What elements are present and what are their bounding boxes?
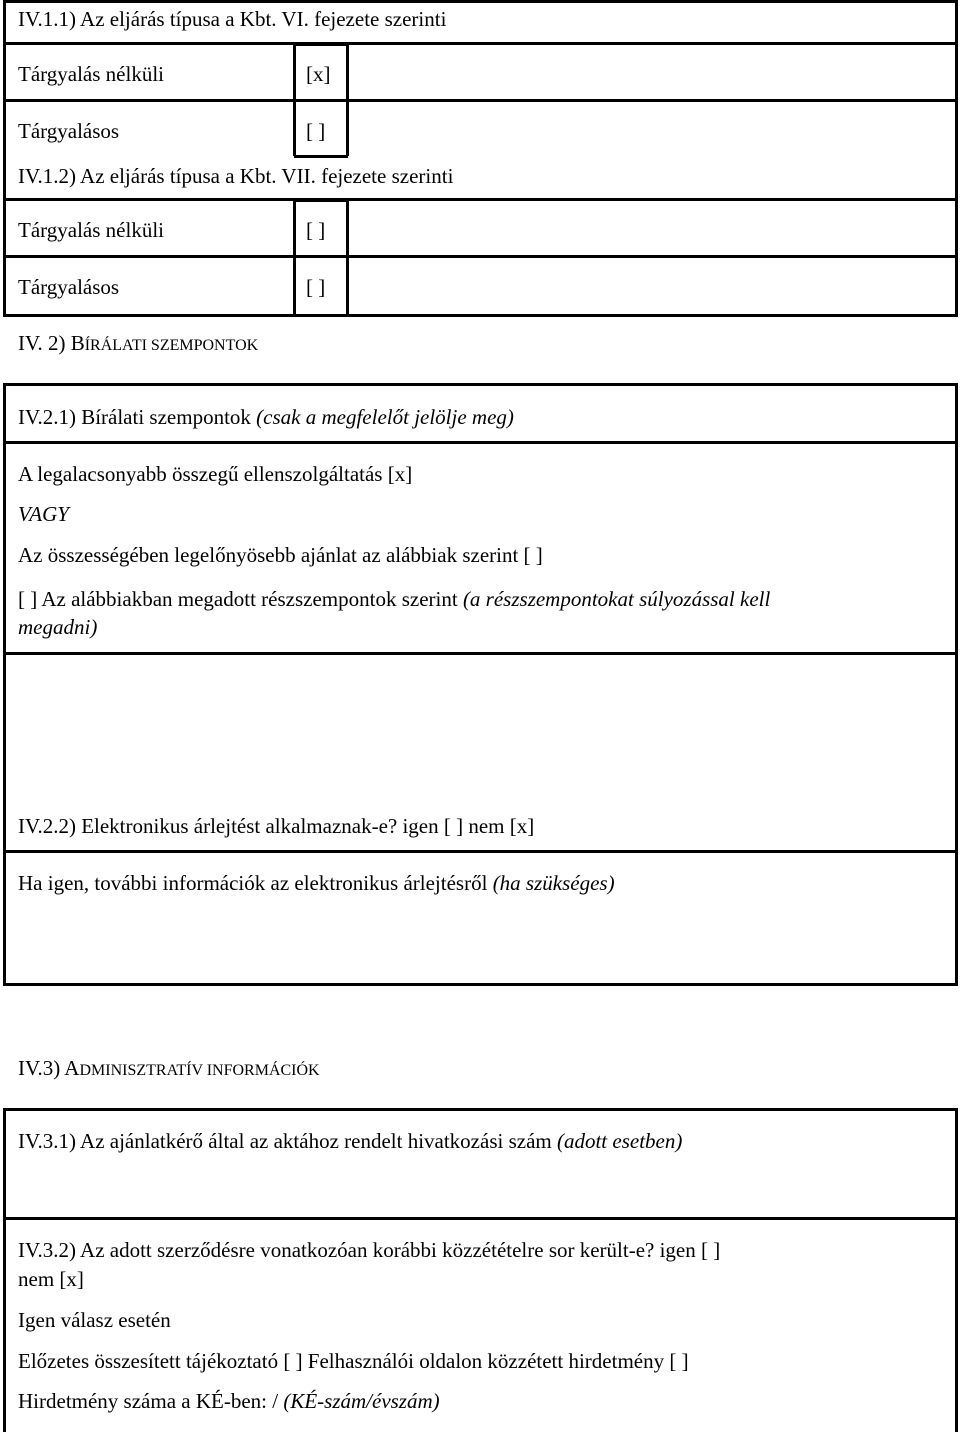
- table-border-left: [3, 0, 6, 317]
- row-divider: [3, 99, 958, 102]
- section-iv-2-prefix: IV. 2) B: [18, 331, 85, 355]
- electronic-auction-info-text: Ha igen, további információk az elektronikus árlejtésről: [18, 871, 493, 895]
- section-iv-2-1-heading-note: (csak a megfelelőt jelölje meg): [256, 405, 514, 429]
- box-border-bottom: [3, 983, 958, 986]
- section-iv-3-prefix: IV.3) A: [18, 1056, 80, 1080]
- subcriteria-option: [18, 586, 770, 612]
- table-border-bottom: [3, 314, 958, 317]
- box-border-left: [3, 383, 6, 986]
- procedure-vii-with-negotiation-mark: [ ]: [306, 275, 326, 299]
- subcriteria-option-note: (a részszempontokat súlyozással kell: [462, 587, 771, 611]
- section-iv-2-2-heading: IV.2.2) Elektronikus árlejtést alkalmaznak-e? igen [ ] nem [x]: [18, 814, 535, 838]
- row-cell-separator: [293, 99, 296, 156]
- prior-notice-types: Előzetes összesített tájékoztató [ ] Felhasználói oldalon közzétett hirdetmény [ ]: [18, 1349, 689, 1373]
- best-value-option: Az összességében legelőnyösebb ajánlat az alábbiak szerint [ ]: [18, 543, 543, 567]
- box-border-right: [955, 1108, 958, 1432]
- section-iv-3-1-heading-note: (adott esetben): [556, 1129, 683, 1153]
- row-divider: [3, 850, 958, 853]
- checkbox-cell-top: [294, 198, 348, 202]
- if-yes-label: Igen válasz esetén: [18, 1308, 171, 1332]
- section-iv-2-1-heading-text: IV.2.1) Bírálati szempontok: [18, 405, 257, 429]
- row-cell-separator: [346, 255, 349, 317]
- procedure-without-negotiation-label: Tárgyalás nélküli: [18, 62, 164, 86]
- row-cell-separator: [346, 42, 349, 99]
- checkbox-cell-top: [294, 42, 348, 46]
- lowest-price-option: A legalacsonyabb összegű ellenszolgáltatás [x]: [18, 462, 413, 486]
- row-cell-separator: [346, 99, 349, 156]
- row-divider: [3, 255, 958, 258]
- section-iv-1-1-heading: IV.1.1) Az eljárás típusa a Kbt. VI. fejezete szerinti: [18, 7, 447, 31]
- section-iv-3-heading: [18, 1055, 320, 1084]
- procedure-without-negotiation-mark: [x]: [306, 62, 331, 86]
- subcriteria-option-text: [ ] Az alábbiakban megadott részszempontok szerint: [18, 587, 463, 611]
- section-iv-3-2-heading-cont: nem [x]: [18, 1267, 84, 1291]
- section-iv-2-heading: [18, 330, 258, 359]
- section-iv-1-2-heading: IV.1.2) Az eljárás típusa a Kbt. VII. fejezete szerinti: [18, 164, 454, 188]
- notice-number-text: Hirdetmény száma a KÉ-ben: /: [18, 1389, 284, 1413]
- procedure-with-negotiation-label: Tárgyalásos: [18, 119, 120, 143]
- procedure-with-negotiation-mark: [ ]: [306, 119, 326, 143]
- section-iv-3-2-heading: IV.3.2) Az adott szerződésre vonatkozóan korábbi közzétételre sor került-e? igen [ ]: [18, 1238, 721, 1262]
- row-divider: [3, 652, 958, 655]
- section-iv-3-smallcaps: DMINISZTRATÍV INFORMÁCIÓK: [79, 1062, 320, 1079]
- box-border-right: [955, 383, 958, 986]
- box-border-left: [3, 1108, 6, 1432]
- notice-number: [18, 1388, 440, 1414]
- electronic-auction-info: [18, 870, 615, 896]
- row-divider: [3, 42, 958, 45]
- subcriteria-option-note-cont: megadni): [18, 615, 98, 639]
- section-iv-3-1-heading: [18, 1128, 682, 1154]
- row-divider: [3, 1217, 958, 1220]
- procedure-vii-without-negotiation-mark: [ ]: [306, 218, 326, 242]
- row-cell-separator: [293, 255, 296, 317]
- row-cell-separator: [293, 42, 296, 99]
- electronic-auction-info-note: (ha szükséges): [492, 871, 615, 895]
- row-divider: [3, 441, 958, 444]
- box-border-top: [3, 1108, 958, 1111]
- procedure-vii-with-negotiation-label: Tárgyalásos: [18, 275, 120, 299]
- box-border-top: [3, 383, 958, 386]
- table-border-right: [955, 0, 958, 317]
- or-separator: VAGY: [18, 502, 69, 526]
- table-border-top: [3, 0, 958, 3]
- procedure-vii-without-negotiation-label: Tárgyalás nélküli: [18, 218, 164, 242]
- row-cell-separator: [346, 198, 349, 255]
- row-divider: [3, 198, 958, 201]
- section-iv-2-smallcaps: ÍRÁLATI SZEMPONTOK: [84, 337, 259, 354]
- checkbox-cell-bottom: [294, 155, 348, 158]
- section-iv-2-1-heading: [18, 404, 514, 430]
- section-iv-3-1-heading-text: IV.3.1) Az ajánlatkérő által az aktához rendelt hivatkozási szám: [18, 1129, 557, 1153]
- row-cell-separator: [293, 198, 296, 255]
- notice-number-format: (KÉ-szám/évszám): [283, 1389, 440, 1413]
